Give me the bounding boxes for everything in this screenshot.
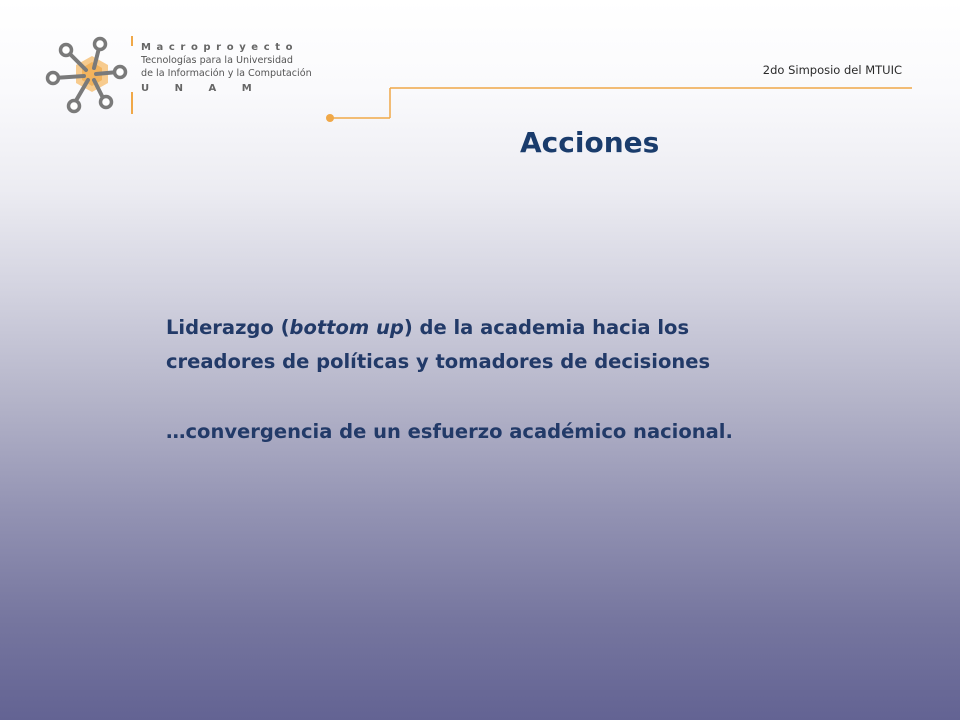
text-segment: ) de la academia hacia los [403,316,690,339]
logo-subtitle-line1: Tecnologías para la Universidad [141,55,294,66]
text-segment: Liderazgo ( [166,316,290,339]
slide-title: Acciones [520,126,660,159]
logo-institution: UNAM [141,83,278,94]
emphasis-text: bottom up [289,316,404,339]
logo-name: Macroproyecto [141,42,299,53]
slide-body [166,311,926,449]
event-name: 2do Simposio del MTUIC [762,63,902,77]
paragraph-1-line-1 [166,311,926,345]
logo-subtitle-line2: de la Información y la Computación [141,68,312,79]
paragraph-2: …convergencia de un esfuerzo académico nacional. [166,420,733,443]
paragraph-1-line-2: creadores de políticas y tomadores de decisiones [166,350,711,373]
